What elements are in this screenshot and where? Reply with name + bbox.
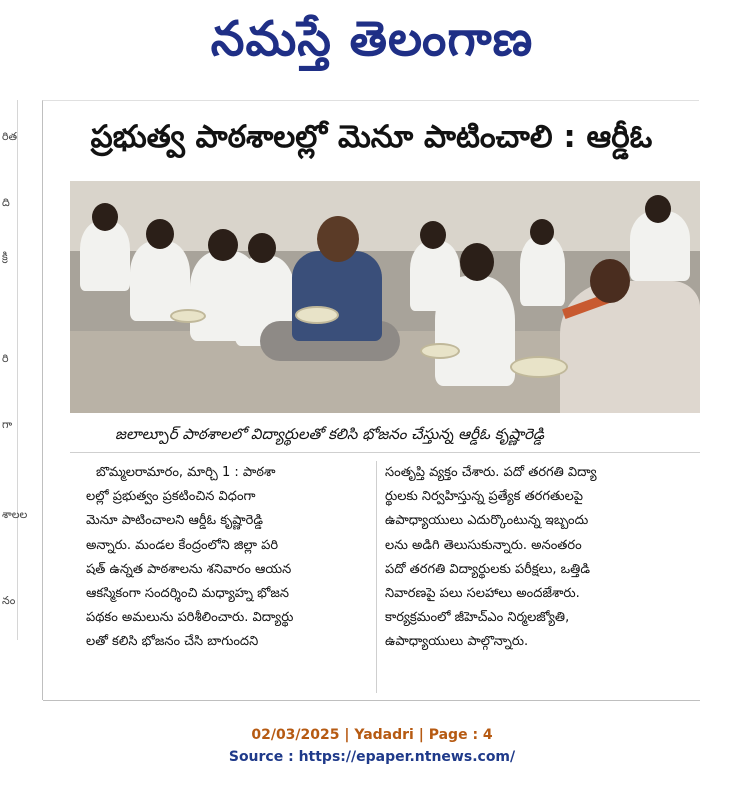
article-text-line: బొమ్మలరామారం, మార్చి 1 : పాఠశా <box>96 465 276 480</box>
edge-fragment: రి <box>2 352 9 365</box>
article-text-line: నివారణపై పలు సలహాలు అందజేశారు. <box>385 586 580 602</box>
photo-caption: జలాల్పూర్ పాఠశాలలో విద్యార్థులతో కలిసి భోజనం చేస్తున్న ఆర్డీఓ కృష్ణారెడ్డి <box>115 425 545 443</box>
photo-student <box>80 221 130 291</box>
photo-official <box>292 251 382 341</box>
article-text-line: లతో కలిసి భోజనం చేసి బాగుందని <box>86 634 259 650</box>
article-text-line: ఉపాధ్యాయులు ఎదుర్కొంటున్న ఇబ్బందు <box>385 513 589 529</box>
article-column-right <box>385 461 670 655</box>
article-text-line: లను అడిగి తెలుసుకున్నారు. అనంతరం <box>385 537 582 553</box>
article-headline: ప్రభుత్వ పాఠశాలల్లో మెనూ పాటించాలి : ఆర్డీఓ <box>90 119 653 155</box>
article-text-line: మెనూ పాటించాలని ఆర్డీఓ కృష్ణారెడ్డి <box>86 513 263 529</box>
source-link[interactable]: Source : https://epaper.ntnews.com/ <box>228 749 516 765</box>
photo-student <box>520 236 565 306</box>
edge-fragment: ది <box>2 196 10 209</box>
adjacent-column-fragment <box>0 100 28 640</box>
photo-student-head <box>248 233 276 263</box>
article-text-line: అన్నారు. మండల కేంద్రంలోని జిల్లా పరి <box>86 537 279 553</box>
article-text-line: ఆకస్మికంగా సందర్శించి మధ్యాహ్న భోజన <box>86 586 289 602</box>
article-column-left <box>86 461 371 655</box>
photo-plate <box>420 343 460 359</box>
edge-fragment: రిత <box>2 130 18 143</box>
article-text-line: ర్థులకు నిర్వహిస్తున్న ప్రత్యేక తరగతులపై <box>385 489 584 505</box>
column-divider <box>376 461 377 693</box>
photo-student-head <box>208 229 238 261</box>
photo-student-head <box>146 219 174 249</box>
news-clipping <box>42 100 699 700</box>
edge-fragment: క్రి <box>2 250 8 263</box>
article-text-line: షత్ ఉన్నత పాఠశాలను శనివారం ఆయన <box>86 561 292 577</box>
photo-caption-bar <box>70 421 700 453</box>
article-photo <box>70 181 700 413</box>
photo-plate <box>295 306 339 324</box>
article-text-line: లల్లో ప్రభుత్వం ప్రకటించిన విధంగా <box>86 489 256 505</box>
photo-student-head <box>645 195 671 223</box>
photo-student <box>435 276 515 386</box>
photo-student-head <box>420 221 446 249</box>
newspaper-masthead: నమస్తే తెలంగాణ <box>210 11 534 67</box>
article-text-line: కార్యక్రమంలో జీహెచ్ఎం నిర్మలజ్యోతి, <box>385 610 570 626</box>
photo-official-head <box>317 216 359 262</box>
clipping-bottom-border <box>43 700 700 701</box>
photo-teacher-head <box>590 259 630 303</box>
photo-student-head <box>92 203 118 231</box>
photo-teacher <box>560 281 700 413</box>
article-text-line: సంతృప్తి వ్యక్తం చేశారు. పదో తరగతి విద్యా <box>385 465 597 480</box>
article-text-line: పదో తరగతి విద్యార్థులకు పరీక్షలు, ఒత్తిడి <box>385 561 590 577</box>
photo-plate <box>170 309 206 323</box>
article-text-line: పథకం అమలును పరిశీలించారు. విద్యార్థు <box>86 610 294 626</box>
article-text-line: ఉపాధ్యాయులు పాల్గొన్నారు. <box>385 634 529 650</box>
photo-student-head <box>460 243 494 281</box>
edition-info: 02/03/2025 | Yadadri | Page : 4 <box>251 727 493 743</box>
edge-fragment: నం <box>2 594 16 607</box>
photo-plate <box>510 356 568 378</box>
photo-student-head <box>530 219 554 245</box>
edge-fragment: శాలల <box>2 508 28 521</box>
edge-fragment: గా <box>2 418 13 431</box>
